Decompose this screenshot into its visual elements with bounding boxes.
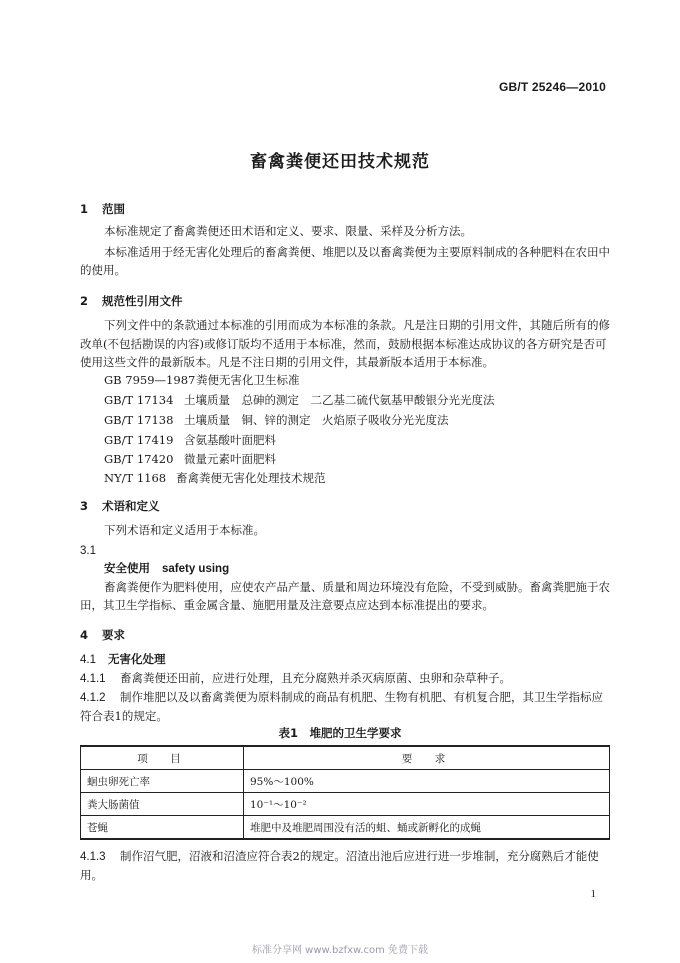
- reference-title: 微量元素叶面肥料: [184, 452, 276, 466]
- subsection-number: 4.1: [80, 654, 96, 666]
- clause-text: 畜禽粪便还田前，应进行处理，且充分腐熟并杀灭病原菌、虫卵和杂草种子。: [120, 671, 511, 685]
- term-english: safety using: [162, 563, 230, 575]
- table-header-item: 项 目: [81, 746, 244, 770]
- reference-title: 粪便无害化卫生标准: [196, 373, 300, 387]
- table-header-requirement: 要 求: [244, 746, 610, 770]
- clause-4-1-3: [80, 847, 610, 884]
- reference-code: GB/T 17138: [104, 413, 174, 427]
- paragraph: 下列文件中的条款通过本标准的引用而成为本标准的条款。凡是注日期的引用文件，其随后所有的修改单(不包括勘误的内容)或修订版均不适用于本标准，然而，鼓励根据本标准达成协议的各方研究是否可使用这些文件的最新版本。凡是不注日期的引用文件，其最新版本适用于本标准。: [80, 318, 610, 369]
- clause-4-1-2: [80, 688, 610, 725]
- table-row: [81, 770, 610, 793]
- table-caption: 表1 堆肥的卫生学要求: [278, 726, 402, 740]
- table-cell: 蛔虫卵死亡率: [81, 770, 244, 793]
- term-chinese: 安全使用: [104, 561, 150, 575]
- section-title: 规范性引用文件: [102, 294, 183, 308]
- reference-title: 土壤质量 铜、锌的测定 火焰原子吸收分光光度法: [184, 413, 449, 427]
- clause-number: 4.1.1: [80, 673, 106, 685]
- reference-code: NY/T 1168: [104, 471, 167, 485]
- table-row: [81, 793, 610, 816]
- document-title: 畜禽粪便还田技术规范: [250, 152, 430, 172]
- table-cell: 95%～100%: [244, 770, 610, 793]
- term-number: 3.1: [80, 545, 96, 557]
- reference-item: [104, 469, 326, 487]
- table-cell: 粪大肠菌值: [81, 793, 244, 816]
- hygiene-requirements-table: [80, 745, 610, 840]
- term-heading: [104, 559, 229, 578]
- section-number: 3: [80, 499, 89, 513]
- clause-number: 4.1.2: [80, 692, 106, 704]
- table-cell: 堆肥中及堆肥周围没有活的蛆、蛹或新孵化的成蝇: [244, 816, 610, 840]
- clause-4-1-1: [80, 669, 610, 688]
- section-2-heading: [80, 293, 183, 309]
- standard-code: GB/T 25246—2010: [498, 80, 606, 94]
- paragraph: 下列术语和定义适用于本标准。: [104, 523, 265, 537]
- section-number: 4: [80, 628, 89, 642]
- table-header-row: [81, 746, 610, 770]
- reference-item: [104, 371, 300, 389]
- page-number: 1: [590, 888, 596, 900]
- clause-text: 制作堆肥以及以畜禽粪便为原料制成的商品有机肥、生物有机肥、有机复合肥，其卫生学指标应符合表1的规定。: [80, 690, 603, 723]
- section-1-heading: [80, 201, 125, 217]
- section-title: 范围: [102, 202, 126, 216]
- footer-watermark: 标准分享网 www.bzfxw.com 免费下载: [252, 945, 428, 956]
- subsection-title: 无害化处理: [108, 652, 166, 666]
- term-definition: 畜禽粪便作为肥料使用，应使农产品产量、质量和周边环境没有危险，不受到威胁。畜禽粪肥施于农田，其卫生学指标、重金属含量、施肥用量及注意要点应达到本标准提出的要求。: [80, 580, 610, 612]
- subsection-4-1-heading: [80, 650, 166, 669]
- reference-title: 畜禽粪便无害化处理技术规范: [176, 471, 326, 485]
- paragraph: 本标准适用于经无害化处理后的畜禽粪便、堆肥以及以畜禽粪便为主要原料制成的各种肥料在农田中的使用。: [80, 245, 610, 277]
- table-row: [81, 816, 610, 840]
- clause-number: 4.1.3: [80, 851, 106, 863]
- section-number: 2: [80, 294, 89, 308]
- reference-code: GB/T 17134: [104, 393, 174, 407]
- reference-title: 土壤质量 总砷的测定 二乙基二硫代氨基甲酸银分光光度法: [184, 393, 495, 407]
- reference-item: [104, 391, 495, 409]
- reference-item: [104, 411, 449, 429]
- section-3-heading: [80, 498, 160, 514]
- section-4-heading: [80, 627, 125, 643]
- reference-title: 含氨基酸叶面肥料: [184, 433, 276, 447]
- reference-code: GB 7959—1987: [104, 373, 196, 387]
- table-cell: 10⁻¹～10⁻²: [244, 793, 610, 816]
- section-number: 1: [80, 202, 89, 216]
- reference-code: GB/T 17420: [104, 452, 174, 466]
- clause-text: 制作沼气肥，沼液和沼渣应符合表2的规定。沼渣出池后应进行进一步堆制，充分腐熟后才能使用。: [80, 849, 599, 882]
- reference-item: [104, 431, 276, 449]
- reference-item: [104, 450, 276, 468]
- section-title: 术语和定义: [102, 499, 160, 513]
- section-title: 要求: [102, 628, 126, 642]
- table-cell: 苍蝇: [81, 816, 244, 840]
- reference-code: GB/T 17419: [104, 433, 174, 447]
- paragraph: 本标准规定了畜禽粪便还田术语和定义、要求、限量、采样及分析方法。: [104, 224, 472, 238]
